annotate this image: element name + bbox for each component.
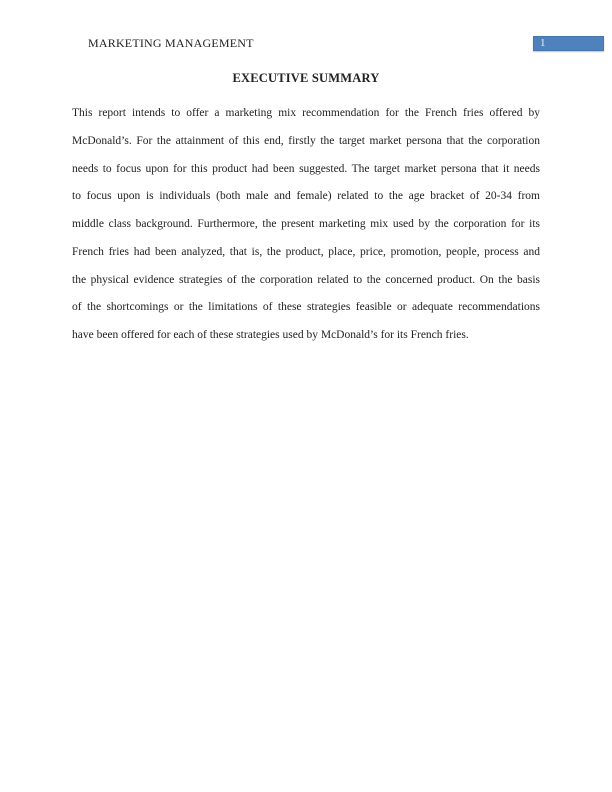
body-paragraph — [72, 100, 540, 350]
paragraph-line: This report intends to offer a marketing mix recommendation for the French fries offered by — [72, 107, 540, 119]
paragraph-line: of the shortcomings or the limitations of these strategies feasible or adequate recommendations — [72, 301, 540, 314]
paragraph-line: middle class background. Furthermore, the present marketing mix used by the corporation for its — [72, 218, 540, 230]
page-number: 1 — [540, 37, 546, 49]
running-head: MARKETING MANAGEMENT — [88, 36, 254, 50]
paragraph-line: the physical evidence strategies of the corporation related to the concerned product. On the basis — [72, 273, 540, 286]
paragraph-line: have been offered for each of these strategies used by McDonald’s for its French fries. — [72, 329, 469, 341]
page-number-badge — [533, 36, 604, 51]
paragraph-line: to focus upon is individuals (both male and female) related to the age bracket of 20-34 from — [72, 190, 540, 203]
document-title: EXECUTIVE SUMMARY — [232, 71, 380, 85]
paragraph-line: French fries had been analyzed, that is, the product, place, price, promotion, people, process and — [72, 245, 540, 258]
paragraph-line: needs to focus upon for this product had been suggested. The target market persona that it needs — [72, 162, 540, 175]
paragraph-line: McDonald’s. For the attainment of this end, firstly the target market persona that the corporation — [72, 134, 540, 147]
